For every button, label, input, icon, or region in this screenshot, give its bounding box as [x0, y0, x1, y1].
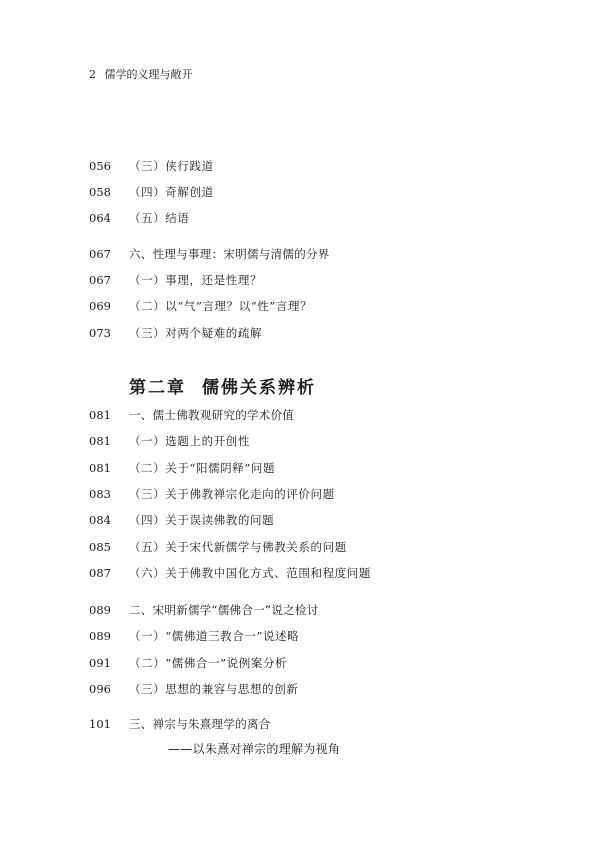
page-ref: 096: [89, 682, 111, 696]
entry-title: （六）关于佛教中国化方式、范围和程度问题: [129, 566, 371, 580]
toc-entry: [89, 324, 569, 342]
page-ref: 089: [89, 629, 111, 643]
book-title: 儒学的义理与敞开: [104, 68, 193, 81]
page-ref: 058: [89, 185, 111, 199]
page-ref: 067: [89, 273, 111, 287]
toc-entry: [89, 209, 569, 227]
entry-title: （五）结语: [129, 211, 190, 225]
entry-title: （三）思想的兼容与思想的创新: [129, 682, 299, 696]
entry-title: （二）关于“阳儒阴释”问题: [129, 461, 276, 475]
toc-entry: [89, 680, 569, 698]
entry-title: （一）选题上的开创性: [129, 434, 250, 448]
toc-entry: [89, 538, 569, 556]
page-ref: 084: [89, 513, 111, 527]
entry-title: 六、性理与事理：宋明儒与清儒的分界: [129, 247, 330, 261]
page-ref: 073: [89, 326, 111, 340]
page-number: 2: [89, 68, 96, 81]
toc-entry: [89, 271, 569, 289]
toc-entry: [89, 432, 569, 450]
toc-section-entry: [89, 406, 569, 424]
toc-entry: [89, 157, 569, 175]
toc-entry: [89, 183, 569, 201]
entry-title: （二）以“气”言理？以“性”言理？: [129, 299, 313, 313]
toc-entry: [89, 654, 569, 672]
toc-section-entry: [89, 715, 569, 733]
page-ref: 081: [89, 434, 111, 448]
toc-section-entry: [89, 601, 569, 619]
chapter-heading: [129, 373, 316, 398]
toc-section-entry: [89, 245, 569, 263]
page-ref: 067: [89, 247, 111, 261]
page-ref: 089: [89, 603, 111, 617]
entry-title: （一）“儒佛道三教合一”说述略: [129, 629, 300, 643]
entry-title: 一、儒士佛教观研究的学术价值: [129, 408, 295, 422]
page-ref: 069: [89, 299, 111, 313]
page-ref: 101: [89, 717, 111, 731]
page-ref: 091: [89, 656, 111, 670]
entry-title: （一）事理，还是性理？: [129, 273, 263, 287]
running-header: [89, 66, 193, 82]
toc-entry: [89, 485, 569, 503]
chapter-label: 第二章: [129, 378, 186, 398]
chapter-title: 儒佛关系辨析: [202, 378, 316, 398]
entry-title: 二、宋明新儒学“儒佛合一”说之检讨: [129, 603, 319, 617]
page-ref: 087: [89, 566, 111, 580]
entry-title: （五）关于宋代新儒学与佛教关系的问题: [129, 540, 347, 554]
entry-title: （四）关于误读佛教的问题: [129, 513, 275, 527]
page-ref: 083: [89, 487, 111, 501]
entry-title: 三、禅宗与朱熹理学的离合: [129, 717, 271, 731]
page-ref: 081: [89, 461, 111, 475]
toc-entry: [89, 564, 569, 582]
toc-entry: [89, 627, 569, 645]
toc-entry: [89, 511, 569, 529]
section-subtitle: ——以朱熹对禅宗的理解为视角: [168, 742, 341, 756]
page-ref: 056: [89, 159, 111, 173]
page-ref: 064: [89, 211, 111, 225]
entry-title: （三）侠行践道: [129, 159, 214, 173]
entry-title: （二）“儒佛合一”说例案分析: [129, 656, 288, 670]
toc-entry: [89, 297, 569, 315]
page-ref: 085: [89, 540, 111, 554]
toc-entry: [89, 459, 569, 477]
entry-title: （三）关于佛教禅宗化走向的评价问题: [129, 487, 335, 501]
page-ref: 081: [89, 408, 111, 422]
entry-title: （三）对两个疑难的疏解: [129, 326, 263, 340]
entry-title: （四）奇解创道: [129, 185, 214, 199]
